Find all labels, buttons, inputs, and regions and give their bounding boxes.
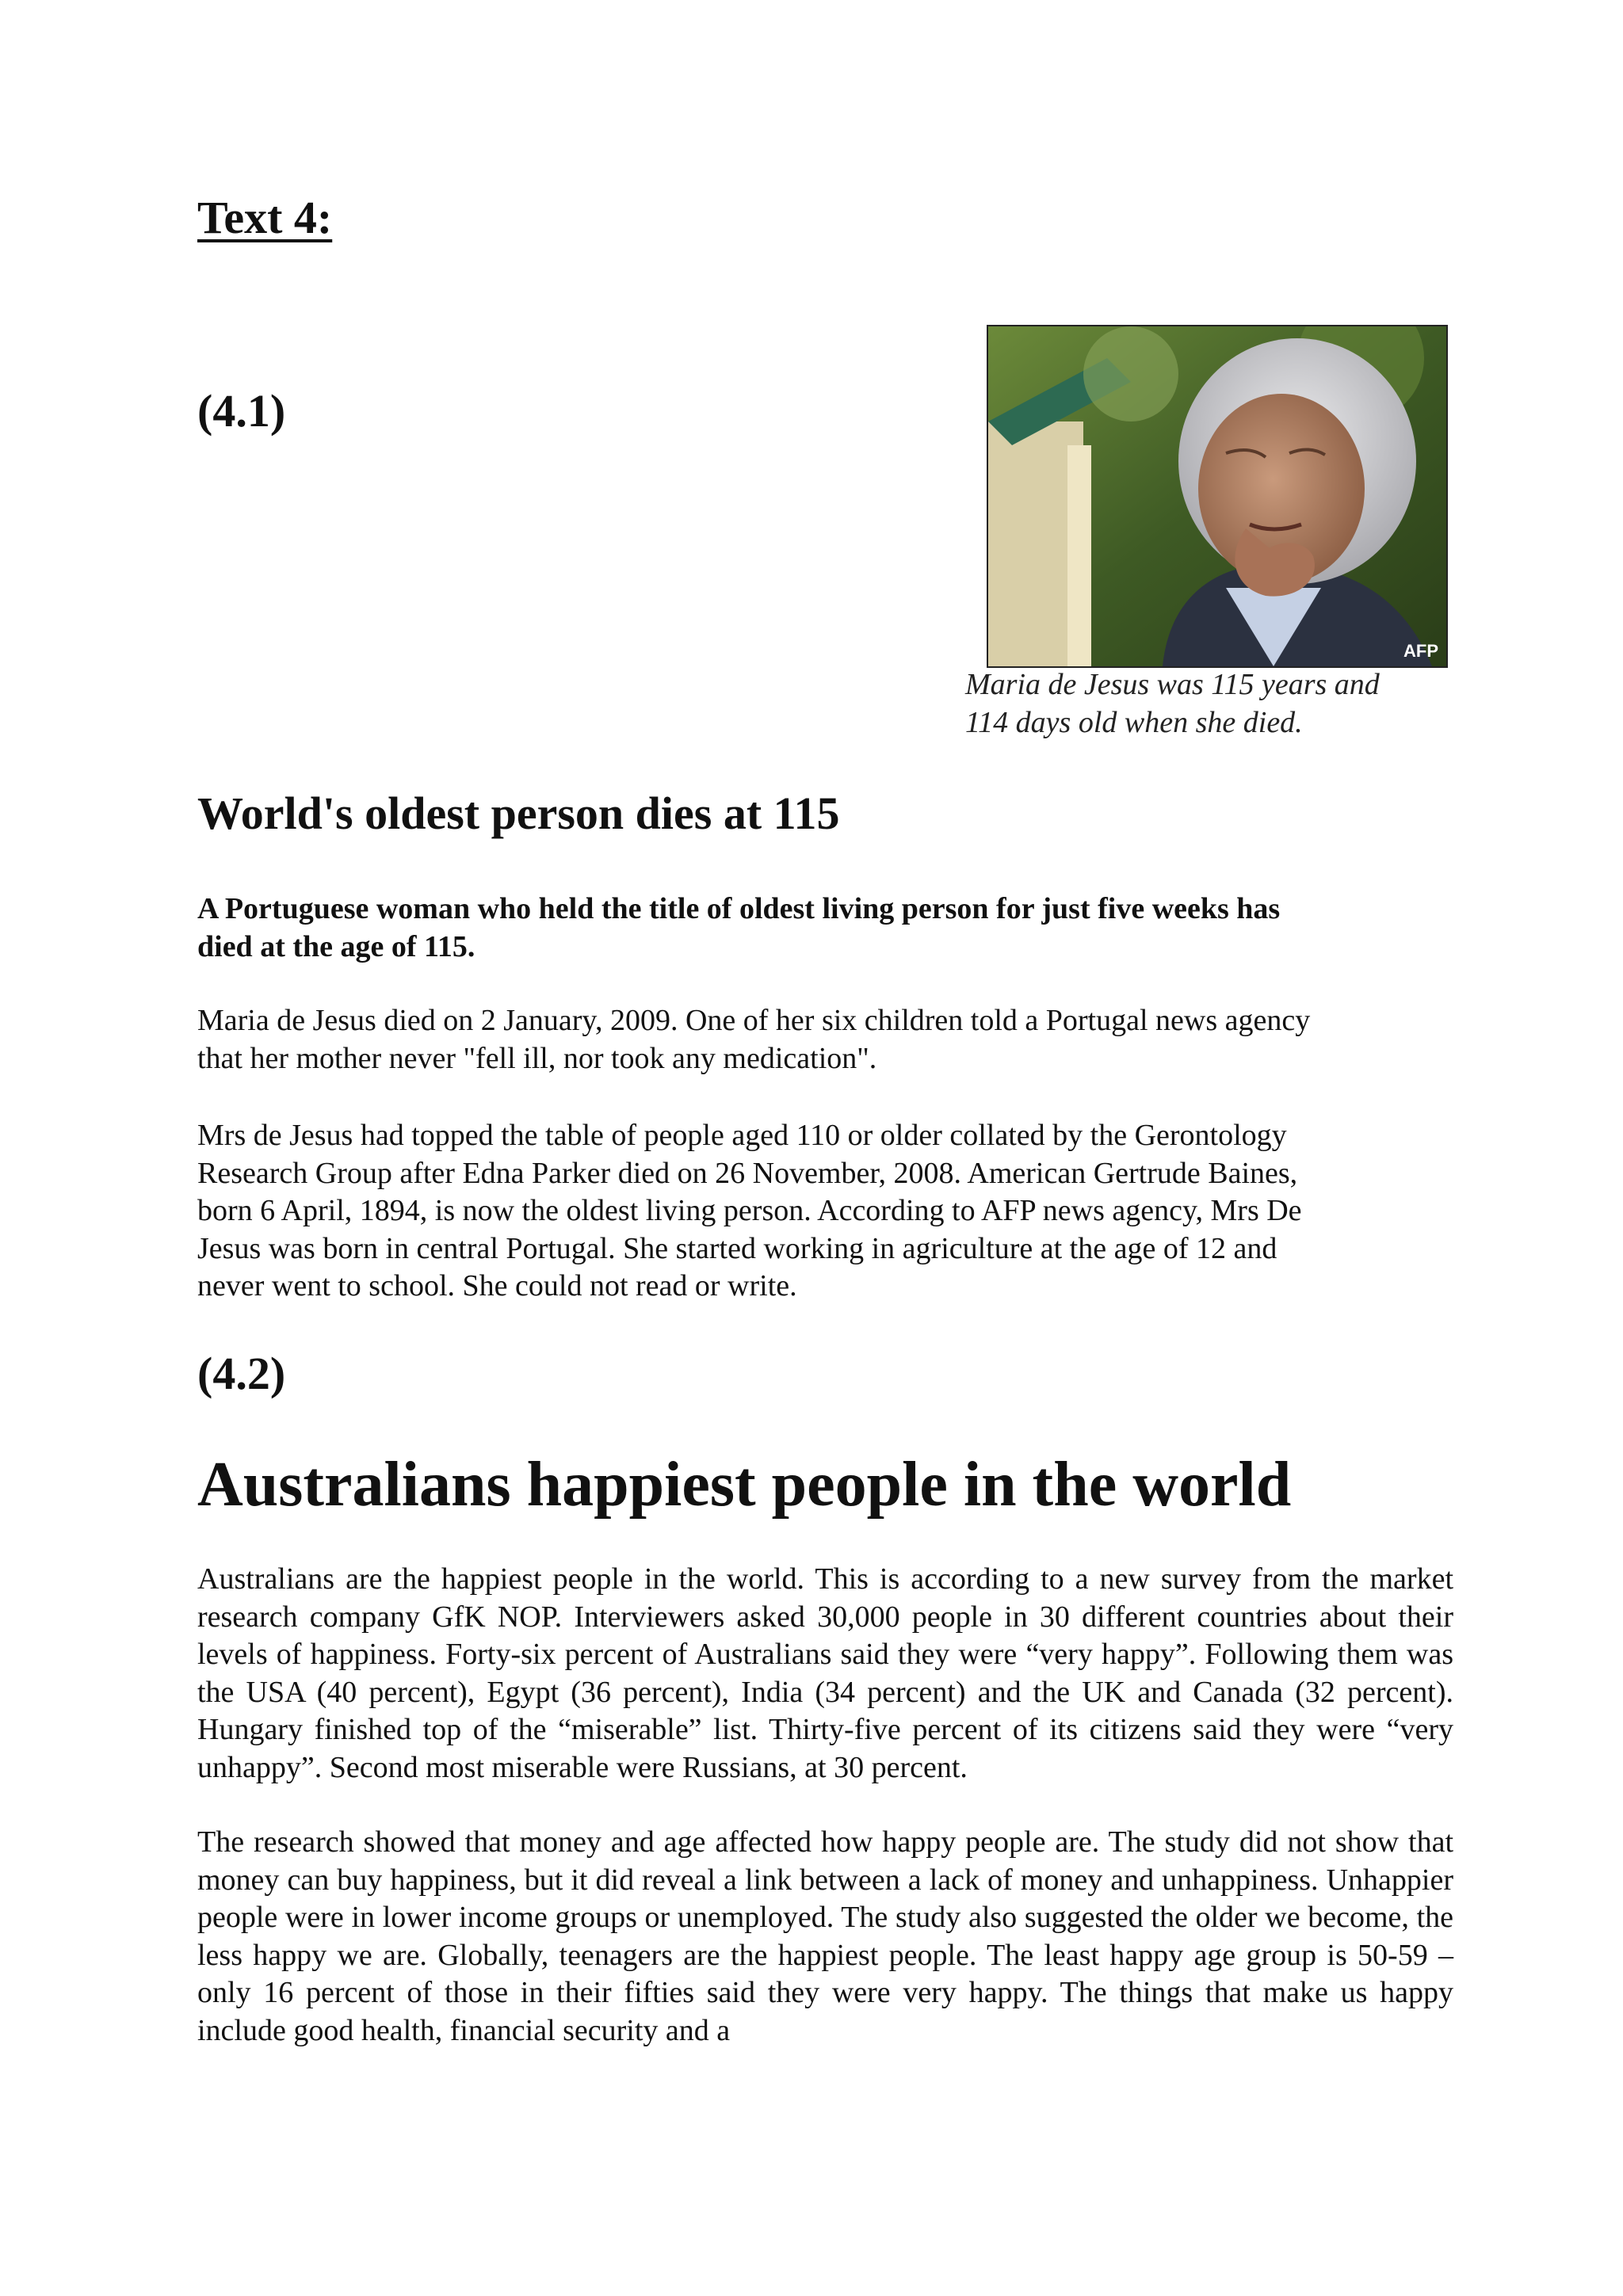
paragraph-line: Jesus was born in central Portugal. She started working in agriculture at the age of 12 and <box>197 1231 1277 1265</box>
paragraph-1 <box>197 1002 1410 1077</box>
part-label-4-1: (4.1) <box>197 385 286 437</box>
standfirst <box>197 890 1410 966</box>
paragraph-line: never went to school. She could not read or write. <box>197 1269 797 1302</box>
paragraph-line: born 6 April, 1894, is now the oldest living person. According to AFP news agency, Mrs De <box>197 1194 1302 1227</box>
paragraph-line: Maria de Jesus died on 2 January, 2009. One of her six children told a Portugal news agency <box>197 1004 1311 1037</box>
paragraph-4: The research showed that money and age affected how happy people are. The study did not show that money can buy happiness, but it did reveal a link between a lack of money and unhappiness. Unhappier people were in lower income groups or unemployed. The study also suggested the older we become, the less happy we are. Globally, teenagers are the happiest people. The least happy age group is 50-59 – only 16 percent of those in their fifties said they were very happy. The things that make us happy include good health, financial security and a <box>197 1825 1453 2047</box>
standfirst-line: died at the age of 115. <box>197 930 475 963</box>
paragraph-line: Research Group after Edna Parker died on 26 November, 2008. American Gertrude Baines, <box>197 1156 1298 1190</box>
photo-credit: AFP <box>1403 641 1438 661</box>
headline-australians-happiest: Australians happiest people in the world <box>197 1450 1292 1520</box>
elderly-woman-photo-image <box>988 326 1446 666</box>
caption-line: 114 days old when she died. <box>965 706 1303 739</box>
part-label-4-2: (4.2) <box>197 1348 286 1399</box>
caption-line: Maria de Jesus was 115 years and <box>965 668 1380 701</box>
standfirst-line: A Portuguese woman who held the title of oldest living person for just five weeks has <box>197 892 1281 925</box>
paragraph-2 <box>197 1117 1410 1306</box>
paragraph-3: Australians are the happiest people in the world. This is according to a new survey from the market research company GfK NOP. Interviewers asked 30,000 people in 30 different countries about their levels of happiness. Forty-six percent of Australians said they were “very happy”. Following them was the USA (40 percent), Egypt (36 percent), India (34 percent) and the UK and Canada (32 percent). Hungary finished top of the “miserable” list. Thirty-five percent of its citizens said they were “very unhappy”. Second most miserable were Russians, at 30 percent. <box>197 1562 1453 1784</box>
photo-caption <box>965 666 1441 742</box>
section-title: Text 4: <box>197 192 333 243</box>
paragraph-line: that her mother never "fell ill, nor took any medication". <box>197 1041 877 1075</box>
article-photo <box>987 325 1448 668</box>
headline-oldest-person: World's oldest person dies at 115 <box>197 788 840 839</box>
paragraph-line: Mrs de Jesus had topped the table of people aged 110 or older collated by the Gerontology <box>197 1119 1287 1152</box>
